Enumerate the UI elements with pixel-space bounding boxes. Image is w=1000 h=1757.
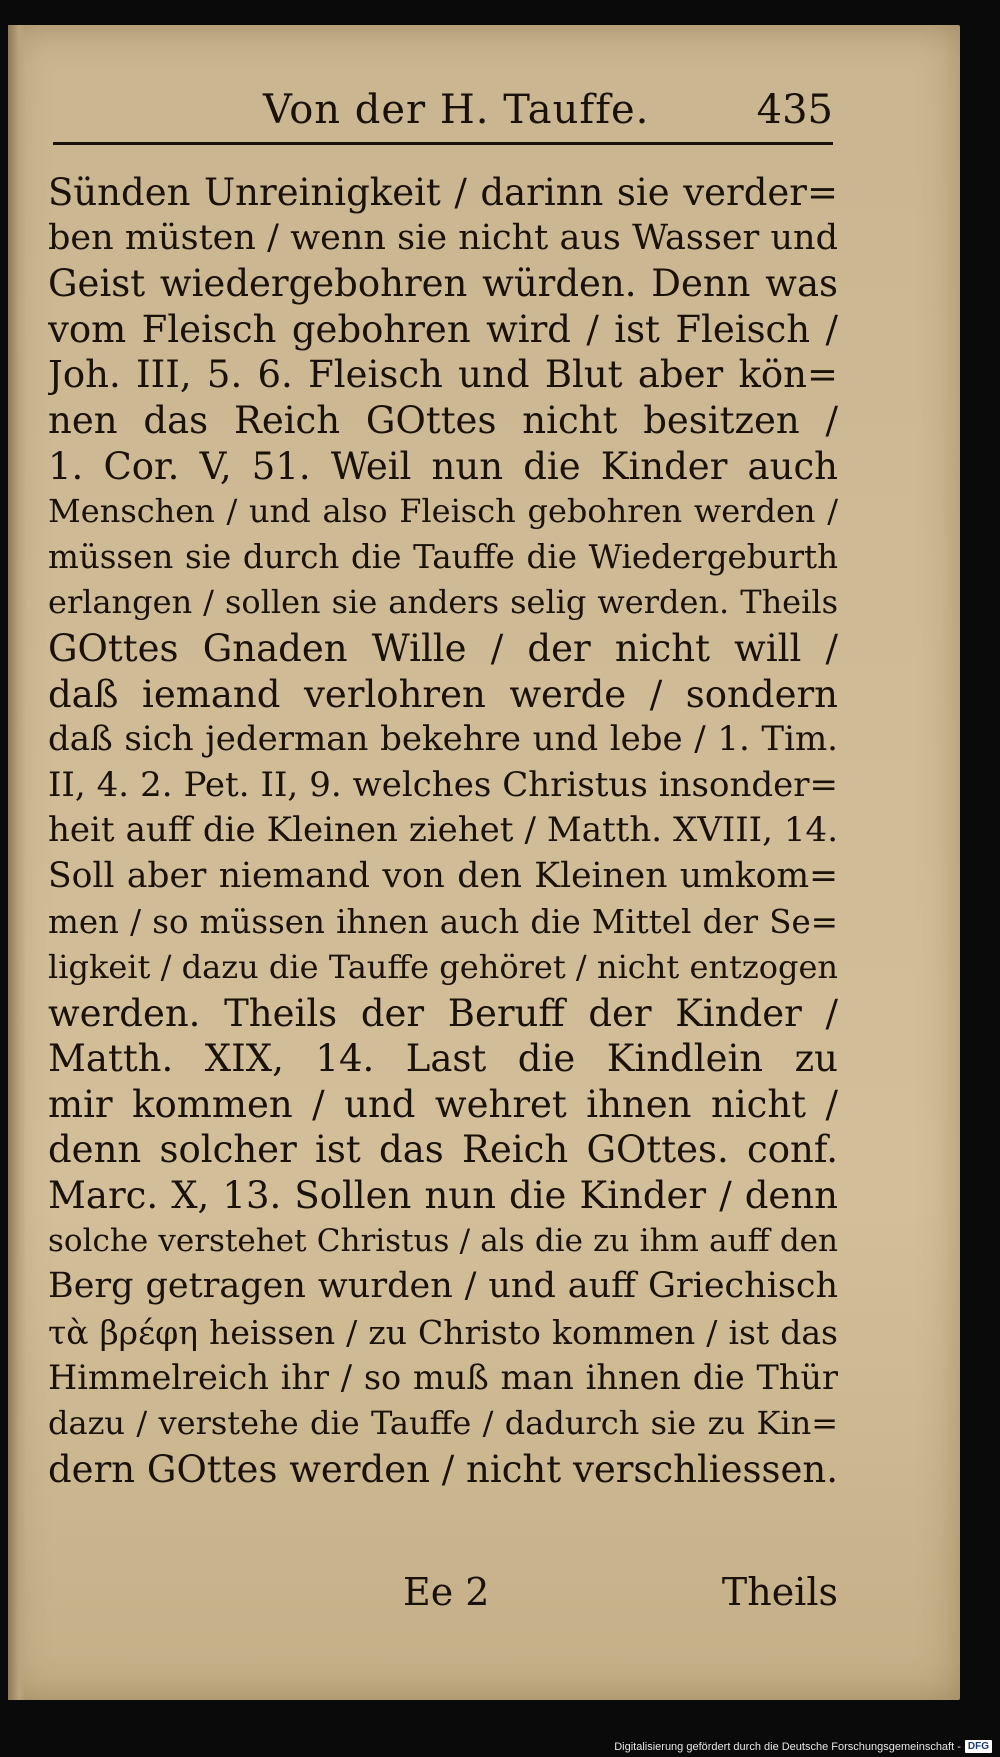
text-line: werden. Theils der Beruff der Kinder / bbox=[48, 991, 838, 1035]
text-line: Menschen / und also Fleisch gebohren werden / bbox=[48, 492, 838, 531]
text-line: Geist wiedergebohren würden. Denn was bbox=[48, 262, 838, 306]
book-page bbox=[8, 25, 960, 1700]
text-line: GOttes Gnaden Wille / der nicht will / bbox=[48, 626, 838, 670]
page-gutter-edge bbox=[8, 25, 26, 1700]
text-line: denn solcher ist das Reich GOttes. conf. bbox=[48, 1128, 838, 1172]
signature-mark: Ee 2 bbox=[403, 1570, 490, 1614]
text-line: Himmelreich ihr / so muß man ihnen die Thür bbox=[48, 1358, 838, 1398]
text-line: dazu / verstehe die Tauffe / dadurch sie zu Kin= bbox=[48, 1404, 838, 1443]
text-line: Berg getragen wurden / und auff Griechisch bbox=[48, 1266, 838, 1307]
text-line: ben müsten / wenn sie nicht aus Wasser und bbox=[48, 217, 838, 258]
text-line: dern GOttes werden / nicht verschliessen. bbox=[48, 1447, 838, 1491]
text-line: daß iemand verlohren werde / sondern bbox=[48, 672, 838, 716]
text-line: ligkeit / dazu die Tauffe gehöret / nicht entzogen bbox=[48, 948, 838, 987]
text-line: mir kommen / und wehret ihnen nicht / bbox=[48, 1082, 838, 1126]
text-line: nen das Reich GOttes nicht besitzen / bbox=[48, 398, 838, 442]
dfg-logo: DFG bbox=[965, 1740, 992, 1753]
text-line: Joh. III, 5. 6. Fleisch und Blut aber kön= bbox=[48, 353, 838, 397]
page-number: 435 bbox=[756, 87, 833, 133]
text-line: Marc. X, 13. Sollen nun die Kinder / denn bbox=[48, 1174, 838, 1218]
text-line: Sünden Unreinigkeit / darinn sie verder= bbox=[48, 171, 838, 214]
text-line: men / so müssen ihnen auch die Mittel der Se= bbox=[48, 902, 838, 941]
text-line: τὰ βρέφη heissen / zu Christo kommen / ist das bbox=[48, 1312, 838, 1352]
catchword: Theils bbox=[721, 1570, 838, 1614]
page-footer bbox=[48, 1570, 838, 1620]
text-line: Soll aber niemand von den Kleinen umkom= bbox=[48, 855, 838, 896]
text-line: müssen sie durch die Tauffe die Wiedergeburth bbox=[48, 537, 838, 576]
body-text bbox=[48, 170, 838, 1492]
running-head bbox=[253, 87, 833, 147]
running-head-title: Von der H. Tauffe. bbox=[263, 87, 650, 133]
text-line: heit auff die Kleinen ziehet / Matth. XVIII, 14. bbox=[48, 810, 838, 851]
text-line: 1. Cor. V, 51. Weil nun die Kinder auch bbox=[48, 444, 838, 488]
text-line: Matth. XIX, 14. Last die Kindlein zu bbox=[48, 1037, 838, 1081]
text-line: II, 4. 2. Pet. II, 9. welches Christus insonder= bbox=[48, 764, 838, 805]
digitization-credit bbox=[614, 1740, 992, 1753]
text-line: vom Fleisch gebohren wird / ist Fleisch / bbox=[48, 307, 838, 351]
text-line: solche verstehet Christus / als die zu ihm auff den bbox=[48, 1222, 838, 1259]
credit-text: Digitalisierung gefördert durch die Deutsche Forschungsgemeinschaft - bbox=[614, 1740, 961, 1753]
header-rule bbox=[53, 142, 833, 145]
text-line: erlangen / sollen sie anders selig werden. Theils bbox=[48, 583, 838, 622]
text-line: daß sich jederman bekehre und lebe / 1. Tim. bbox=[48, 719, 838, 760]
